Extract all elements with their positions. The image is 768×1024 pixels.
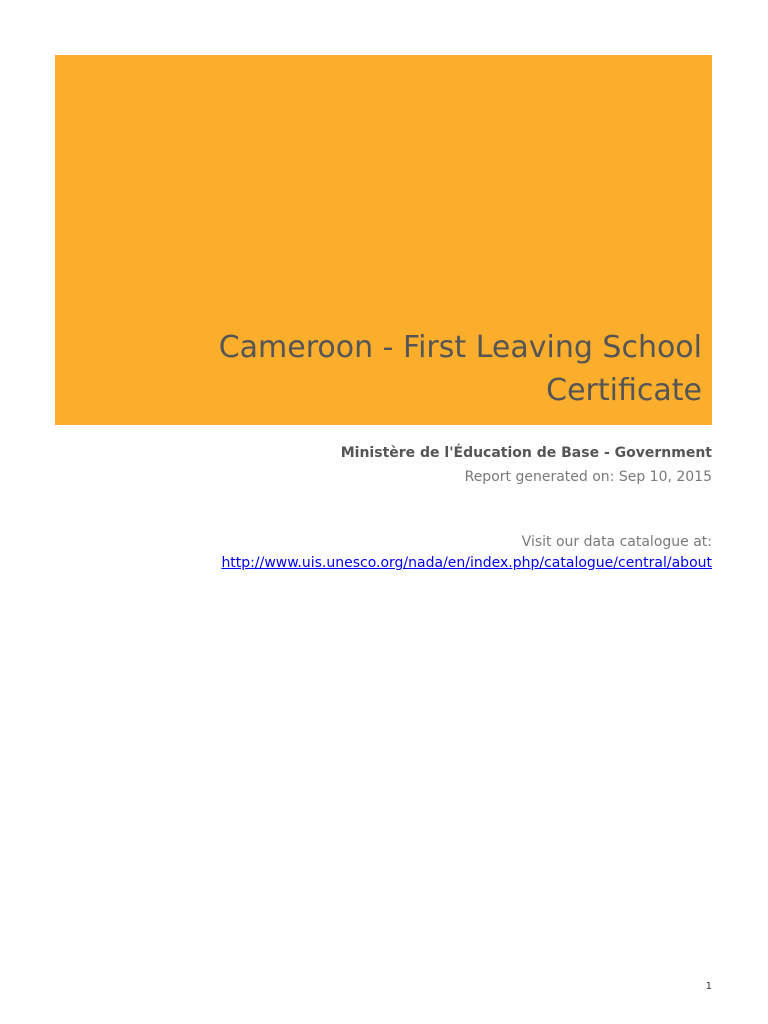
catalogue-link[interactable]: http://www.uis.unesco.org/nada/en/index.php/catalogue/central/about <box>221 555 712 571</box>
document-title <box>142 326 702 412</box>
catalogue-section <box>112 532 712 573</box>
page-number: 1 <box>705 981 712 992</box>
document-title-line-2: Certificate <box>546 373 702 408</box>
cover-banner <box>55 55 712 425</box>
report-generated-date: Report generated on: Sep 10, 2015 <box>464 469 712 485</box>
document-title-line-1: Cameroon - First Leaving School <box>218 330 702 365</box>
publisher-name: Ministère de l'Éducation de Base - Government <box>340 445 712 461</box>
document-details <box>112 443 712 487</box>
catalogue-label: Visit our data catalogue at: <box>521 534 712 550</box>
